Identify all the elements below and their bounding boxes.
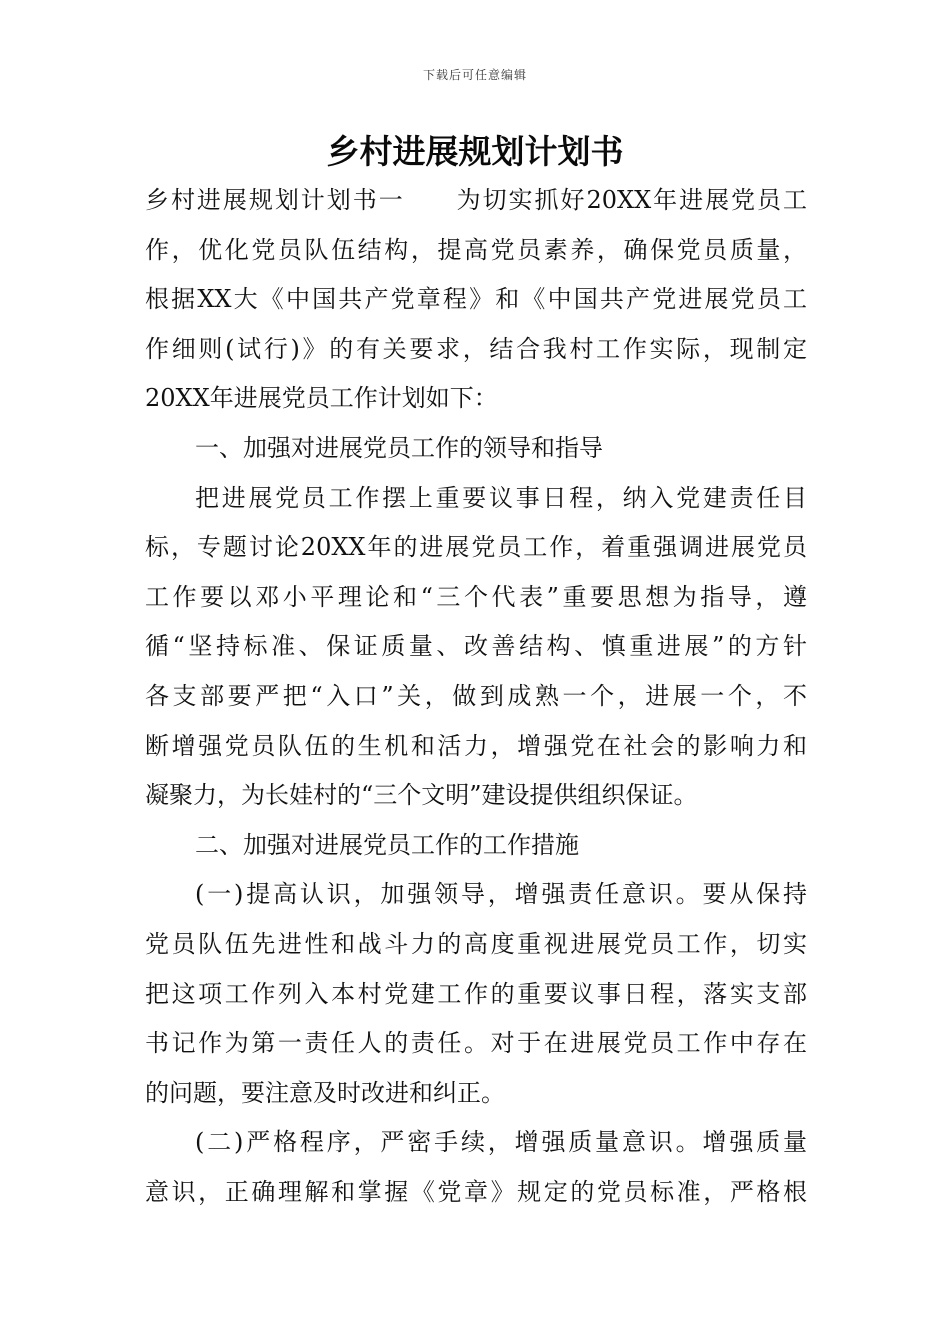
text-line: 断增强党员队伍的生机和活力，增强党在社会的影响力和: [145, 731, 807, 760]
text-line: 根据XX大《中国共产党章程》和《中国共产党进展党员工: [145, 285, 807, 314]
text-line: 的问题，要注意及时改进和纠正。: [145, 1078, 505, 1107]
text-line: 一、加强对进展党员工作的领导和指导: [195, 433, 603, 462]
document-title: 乡村进展规划计划书: [326, 132, 624, 171]
text-line: 20XX年进展党员工作计划如下：: [145, 384, 498, 413]
text-line: 作，优化党员队伍结构，提高党员素养，确保党员质量，: [145, 235, 807, 264]
text-line: (二)严格程序，严密手续，增强质量意识。增强质量: [195, 1128, 807, 1157]
text-line: 循“坚持标准、保证质量、改善结构、慎重进展”的方针: [145, 632, 807, 661]
text-line: 工作要以邓小平理论和“三个代表”重要思想为指导，遵: [145, 582, 807, 611]
text-line: 党员队伍先进性和战斗力的高度重视进展党员工作，切实: [145, 929, 807, 958]
document-body: [145, 176, 807, 1217]
text-line: 作细则(试行)》的有关要求，结合我村工作实际，现制定: [145, 334, 807, 363]
header-note: 下载后可任意编辑: [422, 68, 527, 82]
text-line: 书记作为第一责任人的责任。对于在进展党员工作中存在: [145, 1029, 807, 1058]
text-line: 二、加强对进展党员工作的工作措施: [195, 830, 579, 859]
text-line: 意识，正确理解和掌握《党章》规定的党员标准，严格根: [145, 1177, 807, 1206]
text-line: 乡村进展规划计划书一 为切实抓好20XX年进展党员工: [145, 186, 807, 214]
text-line: 把进展党员工作摆上重要议事日程，纳入党建责任目: [195, 483, 807, 512]
text-line: 凝聚力，为长娃村的“三个文明”建设提供组织保证。: [145, 781, 698, 810]
text-line: (一)提高认识，加强领导，增强责任意识。要从保持: [195, 880, 807, 909]
text-line: 各支部要严把“入口”关，做到成熟一个，进展一个，不: [145, 681, 807, 710]
text-line: 把这项工作列入本村党建工作的重要议事日程，落实支部: [145, 979, 807, 1008]
text-line: 标，专题讨论20XX年的进展党员工作，着重强调进展党员: [145, 533, 807, 562]
